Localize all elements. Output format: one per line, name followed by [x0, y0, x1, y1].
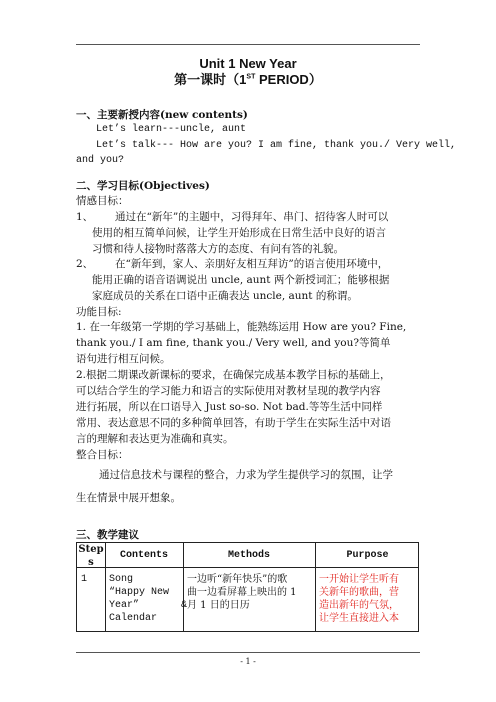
doc-title: Unit 1 New Year	[199, 56, 297, 71]
subtitle-sup: ST	[246, 73, 256, 81]
integration-goal-label: 整合目标：	[76, 449, 129, 461]
header-steps	[77, 543, 105, 569]
header-rule	[76, 44, 420, 45]
subtitle-prefix: 第一课时（1	[174, 72, 247, 87]
section-3-heading: 三、教学建议	[76, 529, 139, 541]
doc-subtitle	[0, 73, 496, 86]
row-1-contents-line: Calendar	[109, 613, 158, 624]
emotion-item-2-line-1: 在“新年到，家人、亲朋好友相互拜访”的语言使用环境中，	[115, 258, 389, 270]
function-item-1-line-3: 语句进行相互问候。	[76, 353, 171, 365]
emotion-item-1-line-1: 通过在“新年”的主题中，习得拜年、串门、招待客人时可以	[115, 211, 389, 223]
talk-line: Let’s talk--- How are you? I am fine, thank you./ Very well,	[96, 140, 457, 151]
integration-line-1: 通过信息技术与课程的整合，力求为学生提供学习的氛围，让学	[99, 469, 393, 481]
function-item-2-line-4: 常用、表达意思不同的多种简单回答，有助于学生在实际生活中对语	[76, 417, 391, 429]
page-number: - 1 -	[240, 657, 256, 666]
header-steps-line-2: s	[88, 557, 94, 568]
row-1-contents-line: Year” &	[109, 600, 188, 611]
subtitle-suffix: PERIOD）	[255, 72, 322, 87]
row-1-contents-line: “Happy New	[109, 587, 170, 598]
row-1-purpose	[319, 573, 419, 625]
emotion-item-1-number: 1、	[76, 211, 94, 223]
emotion-item-1-line-3: 习惯和待人接物时落落大方的态度、有问有答的礼貌。	[92, 243, 344, 255]
integration-line-2: 生在情景中展开想象。	[76, 492, 181, 504]
emotion-item-2-line-2: 能用正确的语音语调说出 uncle, aunt 两个新授词汇；能够根据	[92, 274, 390, 286]
row-1-methods	[187, 573, 315, 612]
header-steps-line-1: Step	[78, 544, 104, 555]
header-divider	[77, 567, 418, 568]
row-1-methods-line: 曲一边看屏幕上映出的 1	[187, 587, 297, 598]
function-item-2-line-5: 言的理解和表达更为准确和真实。	[76, 433, 234, 445]
emotion-item-2-line-3: 家庭成员的关系在口语中正确表达 uncle, aunt 的称谓。	[92, 290, 358, 302]
function-item-2-line-2: 可以结合学生的学习能力和语言的实际使用对教材呈现的教学内容	[76, 385, 381, 397]
row-1-step: 1	[81, 574, 88, 585]
learn-line: Let’s learn---uncle, aunt	[96, 124, 247, 135]
row-1-purpose-line: 一开始让学生听有	[319, 574, 399, 585]
row-1-methods-line: 月 1 日的日历	[187, 600, 250, 611]
section-1-heading: 一、主要新授内容(new contents)	[76, 109, 248, 121]
emotion-item-2-number: 2、	[76, 258, 94, 270]
emotion-goal-label: 情感目标：	[76, 195, 129, 207]
function-item-1-line-2: thank you./ I am fine, thank you./ Very well, and you?等简单	[76, 337, 391, 349]
header-contents: Contents	[119, 550, 168, 561]
row-1-purpose-line: 让学生直接进入本	[319, 613, 399, 624]
row-1-purpose-line: 造出新年的气氛，	[319, 600, 399, 611]
function-item-1-line-1: 1. 在一年级第一学期的学习基础上，能熟练运用 How are you? Fine,	[76, 321, 407, 333]
row-1-contents-line: Song	[109, 574, 134, 585]
function-goal-label: 功能目标:	[76, 306, 122, 318]
row-1-purpose-line: 关新年的歌曲，营	[319, 587, 399, 598]
footer-rule	[76, 652, 420, 653]
header-purpose: Purpose	[346, 550, 389, 561]
talk-line-cont: and you?	[76, 155, 125, 166]
header-methods: Methods	[227, 550, 270, 561]
function-item-2-line-1: 2.根据二期课改新课标的要求，在确保完成基本教学目标的基础上，	[76, 369, 391, 381]
teaching-table	[76, 542, 419, 632]
row-1-methods-line: 一边听“新年快乐”的歌	[187, 574, 288, 585]
row-1-contents	[109, 573, 188, 625]
emotion-item-1-line-2: 使用的相互简单问候，让学生开始形成在日常生活中良好的语言	[92, 227, 386, 239]
function-item-2-line-3: 进行拓展，所以在口语导入 Just so-so. Not bad.等等生活中同样	[76, 401, 383, 413]
section-2-heading: 二、学习目标(Objectives)	[76, 180, 210, 192]
